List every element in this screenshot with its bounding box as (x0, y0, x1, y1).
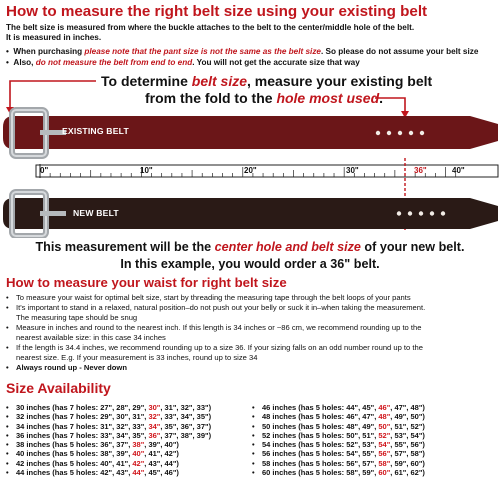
waist-bullet-2-cont: The measuring tape should be snug (16, 313, 138, 322)
hole-size: 35" (164, 421, 177, 431)
size-row: • 48 inches (has 5 holes: 46", 47", 48", 49", 50") (252, 412, 425, 422)
hole-size: 43" (116, 468, 129, 478)
hole-size: 46" (346, 412, 359, 422)
size-label: 54 inches (has 5 holes: (262, 440, 347, 450)
size-label: 38 inches (has 5 holes: (16, 440, 101, 450)
size-label: 42 inches (has 5 holes: (16, 458, 101, 468)
hole-size: 42" (164, 449, 177, 459)
hole-size: 46" (378, 403, 391, 412)
hole-size: 30" (148, 403, 161, 412)
hole-size: 34" (148, 421, 161, 431)
size-label: 58 inches (has 5 holes: (262, 458, 347, 468)
hole-size: 36" (148, 430, 161, 440)
hole-size: 29" (100, 412, 113, 422)
size-row: • 40 inches (has 5 holes: 38", 39", 40", 41", 42") (6, 449, 179, 459)
hole-size: 50" (346, 430, 359, 440)
hole-size: 49" (362, 421, 375, 431)
hole-size: 61" (394, 468, 407, 478)
hole-size: 35" (132, 430, 145, 440)
ruler-tick-0: 0" (40, 166, 49, 175)
size-label: 36 inches (has 7 holes: (16, 430, 101, 440)
hole-size: 52" (346, 440, 359, 450)
size-row: • 36 inches (has 7 holes: 33", 34", 35", 36", 37", 38", 39") (6, 430, 212, 440)
hole-size: 32" (148, 412, 161, 422)
waist-bullet-5: • Always round up - Never down (6, 363, 127, 372)
hole-size: 51" (362, 430, 375, 440)
hole-size: 55" (394, 440, 407, 450)
sizes-right-column (252, 403, 498, 477)
hole-size: 39" (148, 440, 161, 450)
waist-title: How to measure your waist for right belt size (6, 275, 287, 290)
hole-size: 37" (164, 430, 177, 440)
waist-bullet-3-cont: nearest available size: in this case 34 inches (16, 333, 166, 342)
hole-size: 38" (132, 440, 145, 450)
hole-size: 56" (378, 449, 391, 459)
bullet-1c: . So please do not assume your belt size (320, 47, 479, 56)
hole-size: 54" (378, 440, 391, 450)
hole-size: 31" (132, 412, 145, 422)
size-label: 32 inches (has 7 holes: (16, 412, 101, 422)
hole-size: 40" (132, 449, 145, 459)
ruler-tick-36: 36" (414, 166, 427, 175)
hole-size: 42" (100, 468, 113, 478)
hole-size: 57" (362, 458, 375, 468)
size-label: 60 inches (has 5 holes: (262, 468, 347, 478)
hole-size: 60" (378, 468, 391, 478)
hole-size: 41" (148, 449, 161, 459)
hole-size: 30" (116, 412, 129, 422)
hole-size: 43" (148, 458, 161, 468)
size-row: • 46 inches (has 5 holes: 44", 45", 46", 47", 48") (252, 403, 425, 412)
hole-size: 32" (116, 421, 129, 431)
hole-size: 48" (346, 421, 359, 431)
hole-size: 58" (378, 458, 391, 468)
hole-size: 45" (148, 468, 161, 478)
hole-size: 48" (378, 412, 391, 422)
size-row: • 42 inches (has 5 holes: 40", 41", 42", 43", 44") (6, 458, 179, 468)
ruler-tick-10: 10" (140, 166, 153, 175)
hole-size: 57" (394, 449, 407, 459)
hole-size: 53" (362, 440, 375, 450)
hole-size: 33" (164, 412, 177, 422)
ruler-tick-20: 20" (244, 166, 257, 175)
hole-size: 38" (100, 449, 113, 459)
callout-line-2: from the fold to the hole most used. (145, 90, 384, 106)
hole-size: 36" (180, 421, 193, 431)
hole-size: 39" (116, 449, 129, 459)
size-row: • 56 inches (has 5 holes: 54", 55", 56", 57", 58") (252, 449, 425, 459)
intro-line-2: It is measured in inches. (6, 33, 102, 43)
hole-size: 36" (100, 440, 113, 450)
hole-size: 41" (116, 458, 129, 468)
size-label: 52 inches (has 5 holes: (262, 430, 347, 440)
hole-size: 47" (362, 412, 375, 422)
size-label: 34 inches (has 7 holes: (16, 421, 101, 431)
hole-size: 52" (410, 421, 423, 431)
new-belt-label: NEW BELT (73, 208, 119, 218)
hole-size: 54" (410, 430, 423, 440)
hole-size: 33" (132, 421, 145, 431)
size-row: • 44 inches (has 5 holes: 42", 43", 44", 45", 46") (6, 468, 179, 478)
hole-size: 31" (164, 403, 177, 412)
hole-size: 50" (410, 412, 423, 422)
hole-size: 55" (362, 449, 375, 459)
size-label: 50 inches (has 5 holes: (262, 421, 347, 431)
ruler-tick-30: 30" (346, 166, 359, 175)
intro-line-1: The belt size is measured from where the buckle attaches to the belt to the center/middle hole of the belt. (6, 23, 415, 32)
size-row: • 50 inches (has 5 holes: 48", 49", 50", 51", 52") (252, 421, 425, 431)
hole-size: 56" (410, 440, 423, 450)
hole-size: 44" (346, 403, 359, 412)
page-title: How to measure the right belt size using your existing belt (6, 3, 428, 20)
hole-size: 48" (410, 403, 423, 412)
hole-size: 27" (100, 403, 113, 412)
hole-size: 35" (196, 412, 209, 422)
waist-bullet-4: • If the length is 34.4 inches, we recommend rounding up to a size 36. If your sizing falls on an odd number round up to the (6, 343, 423, 352)
hole-size: 50" (378, 421, 391, 431)
waist-bullet-1: • To measure your waist for optimal belt size, start by threading the measuring tape through the belt loops of your pants (6, 293, 411, 302)
hole-size: 62" (410, 468, 423, 478)
hole-size: 29" (132, 403, 145, 412)
size-row: • 54 inches (has 5 holes: 52", 53", 54", 55", 56") (252, 440, 425, 450)
size-row: • 58 inches (has 5 holes: 56", 57", 58", 59", 60") (252, 458, 425, 468)
hole-size: 34" (116, 430, 129, 440)
hole-size: 56" (346, 458, 359, 468)
hole-size: 42" (132, 458, 145, 468)
hole-size: 53" (394, 430, 407, 440)
hole-size: 44" (164, 458, 177, 468)
measurement-line-1: This measurement will be the center hole and belt size of your new belt. (35, 240, 465, 254)
size-row: • 30 inches (has 7 holes: 27", 28", 29", 30", 31", 32", 33") (6, 403, 212, 412)
callout-line-1: To determine belt size, measure your existing belt (101, 73, 433, 89)
hole-size: 28" (116, 403, 129, 412)
hole-size: 54" (346, 449, 359, 459)
hole-size: 46" (164, 468, 177, 478)
hole-size: 34" (180, 412, 193, 422)
hole-size: 58" (346, 468, 359, 478)
size-label: 56 inches (has 5 holes: (262, 449, 347, 459)
hole-size: 44" (132, 468, 145, 478)
bullet-2c: . You will not get the accurate size that way (192, 57, 360, 67)
hole-size: 52" (378, 430, 391, 440)
hole-size: 45" (362, 403, 375, 412)
bullet-pant-size: • When purchasing please note that the pant size is not the same as the belt size. So please do not assume your belt size (6, 47, 479, 56)
hole-size: 37" (196, 421, 209, 431)
hole-size: 58" (410, 449, 423, 459)
hole-size: 59" (362, 468, 375, 478)
intro-text (6, 23, 496, 44)
size-label: 40 inches (has 5 holes: (16, 449, 101, 459)
waist-bullet-4-cont: nearest size. E.g. If your measurement is 33 inches, round up to size 34 (16, 353, 258, 362)
hole-size: 51" (394, 421, 407, 431)
hole-size: 60" (410, 458, 423, 468)
size-row: • 60 inches (has 5 holes: 58", 59", 60", 61", 62") (252, 468, 425, 478)
bullet-2a: Also, (13, 57, 36, 67)
bullet-1b: please note that the pant size is not the same as the belt size (84, 47, 321, 56)
hole-size: 38" (180, 430, 193, 440)
size-row: • 38 inches (has 5 holes: 36", 37", 38", 39", 40") (6, 440, 179, 450)
hole-size: 49" (394, 412, 407, 422)
bullet-end-to-end: • Also, do not measure the belt from end to end. You will not get the accurate size that way (6, 57, 360, 67)
hole-size: 47" (394, 403, 407, 412)
callout-arrows (6, 81, 409, 118)
hole-size: 37" (116, 440, 129, 450)
bullet-2b: do not measure the belt from end to end (35, 57, 193, 67)
waist-bullet-3: • Measure in inches and round to the nearest inch. If this length is 34 inches or ~86 cm, we recommend rounding up to the (6, 323, 422, 332)
size-label: 30 inches (has 7 holes: (16, 403, 101, 412)
size-row: • 34 inches (has 7 holes: 31", 32", 33", 34", 35", 36", 37") (6, 421, 212, 431)
hole-size: 39" (196, 430, 209, 440)
hole-size: 40" (164, 440, 177, 450)
hole-size: 32" (180, 403, 193, 412)
hole-size: 59" (394, 458, 407, 468)
ruler-tick-40: 40" (452, 166, 465, 175)
hole-size: 31" (100, 421, 113, 431)
measurement-line-2: In this example, you would order a 36" belt. (120, 257, 380, 271)
size-title: Size Availability (6, 380, 111, 396)
size-label: 48 inches (has 5 holes: (262, 412, 347, 422)
sizes-left-column (6, 403, 246, 477)
size-row: • 52 inches (has 5 holes: 50", 51", 52", 53", 54") (252, 430, 425, 440)
hole-size: 40" (100, 458, 113, 468)
size-row: • 32 inches (has 7 holes: 29", 30", 31", 32", 33", 34", 35") (6, 412, 212, 422)
hole-size: 33" (196, 403, 209, 412)
bullet-1a: When purchasing (13, 47, 85, 56)
existing-belt-label: EXISTING BELT (62, 126, 129, 136)
hole-size: 33" (100, 430, 113, 440)
size-label: 44 inches (has 5 holes: (16, 468, 101, 478)
size-label: 46 inches (has 5 holes: (262, 403, 347, 412)
waist-bullet-2: • It's important to stand in a relaxed, natural position–do not push out your belly or suck it in–when taking the measurement. (6, 303, 426, 312)
